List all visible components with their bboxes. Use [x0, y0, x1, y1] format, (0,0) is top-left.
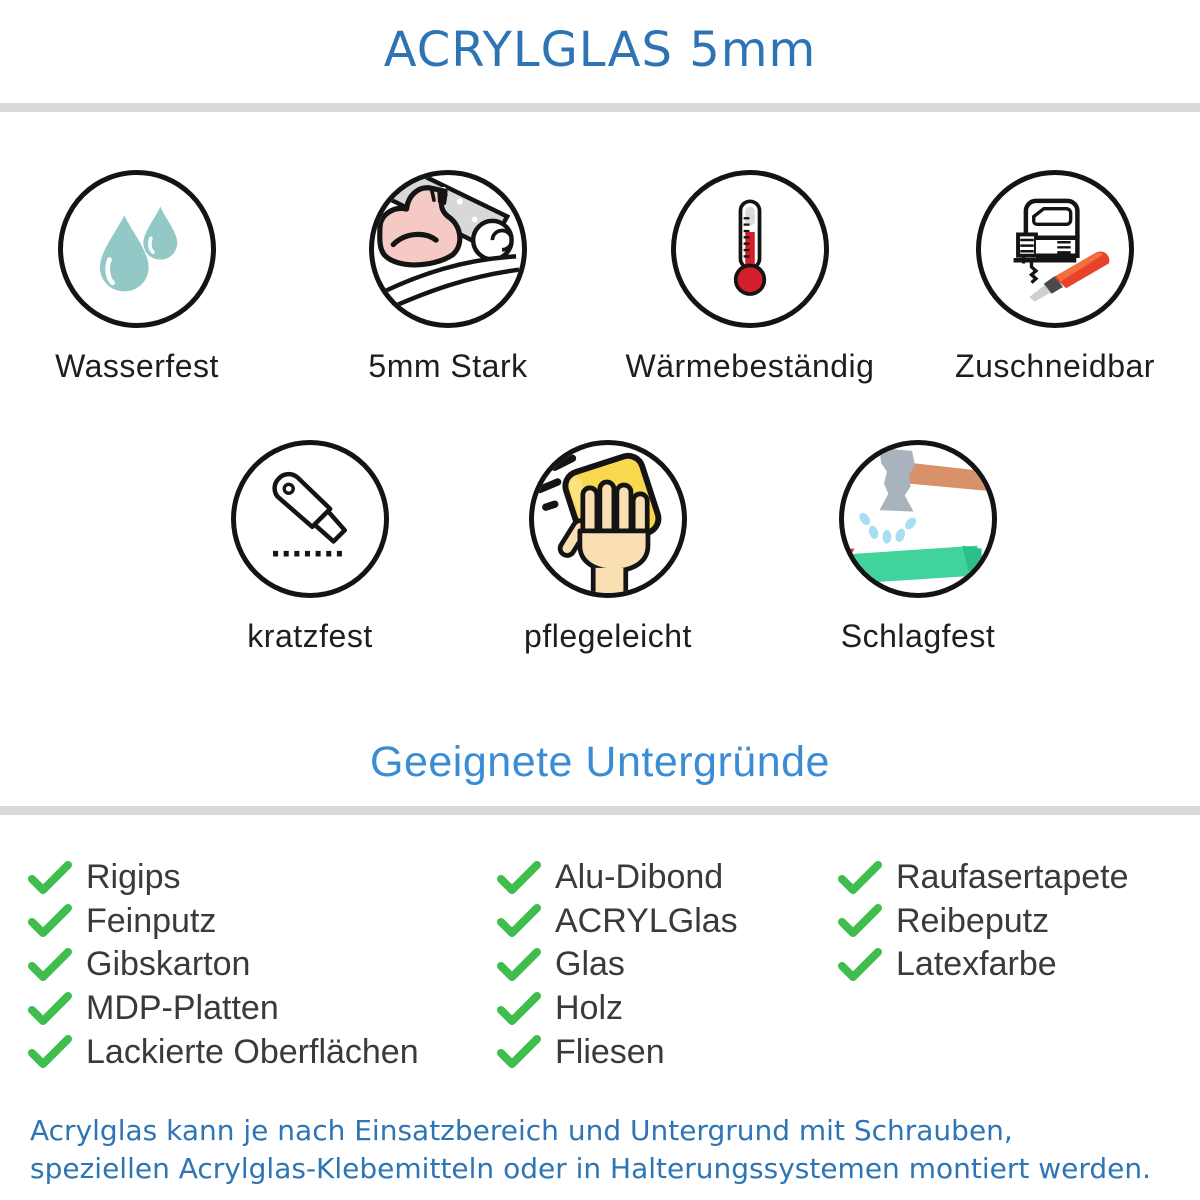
mounting-note — [30, 1112, 1180, 1188]
check-icon — [28, 992, 72, 1026]
hammer-impact-icon — [839, 440, 997, 598]
substrates-column-1 — [28, 856, 498, 1074]
feature-zuschneidbar — [925, 170, 1185, 385]
check-icon — [838, 948, 882, 982]
list-item — [497, 900, 837, 944]
feature-schlagfest — [788, 440, 1048, 655]
substrate-label: Holz — [555, 989, 624, 1028]
feature-wasserfest — [7, 170, 267, 385]
check-icon — [28, 948, 72, 982]
substrate-label: Fliesen — [555, 1032, 665, 1071]
substrates-column-2 — [497, 856, 837, 1074]
list-item — [497, 856, 837, 900]
check-icon — [838, 861, 882, 895]
check-icon — [497, 992, 541, 1026]
list-item — [28, 943, 498, 987]
feature-label: 5mm Stark — [368, 348, 528, 384]
substrates-column-3 — [838, 856, 1198, 987]
substrate-label: Gibskarton — [86, 945, 251, 984]
feature-5mm-stark — [318, 170, 578, 385]
feature-waermebestaendig — [620, 170, 880, 385]
divider-middle — [0, 806, 1200, 815]
substrate-label: Glas — [555, 945, 625, 984]
check-icon — [497, 1035, 541, 1069]
substrates-heading: Geeignete Untergründe — [370, 738, 830, 786]
water-drops-icon — [58, 170, 216, 328]
list-item — [838, 943, 1198, 987]
check-icon — [28, 861, 72, 895]
flexed-arm-roll-icon — [369, 170, 527, 328]
feature-label: Wärmebeständig — [625, 348, 875, 384]
thermometer-icon — [671, 170, 829, 328]
check-icon — [497, 948, 541, 982]
list-item — [838, 900, 1198, 944]
jigsaw-cutter-icon — [976, 170, 1134, 328]
cleaning-hand-icon — [529, 440, 687, 598]
substrate-label: ACRYLGlas — [555, 901, 738, 940]
check-icon — [28, 904, 72, 938]
substrate-label: Alu-Dibond — [555, 858, 724, 897]
check-icon — [497, 904, 541, 938]
mounting-note-line2: speziellen Acrylglas-Klebemitteln oder in Halterungssystemen montiert werden. — [30, 1152, 1152, 1185]
feature-kratzfest — [180, 440, 440, 655]
substrate-label: Lackierte Oberflächen — [86, 1032, 419, 1071]
mounting-note-line1: Acrylglas kann je nach Einsatzbereich und Untergrund mit Schrauben, — [30, 1114, 1013, 1147]
list-item — [497, 1030, 837, 1074]
list-item — [28, 1030, 498, 1074]
list-item — [497, 943, 837, 987]
list-item — [28, 900, 498, 944]
list-item — [497, 987, 837, 1031]
list-item — [28, 856, 498, 900]
feature-label: Schlagfest — [840, 618, 996, 654]
substrate-label: Feinputz — [86, 901, 217, 940]
utility-knife-icon — [231, 440, 389, 598]
feature-pflegeleicht — [478, 440, 738, 655]
feature-label: kratzfest — [247, 618, 373, 654]
feature-label: pflegeleicht — [524, 618, 692, 654]
page-title: ACRYLGLAS 5mm — [383, 22, 817, 78]
substrate-label: Reibeputz — [896, 901, 1050, 940]
check-icon — [497, 861, 541, 895]
list-item — [28, 987, 498, 1031]
check-icon — [28, 1035, 72, 1069]
list-item — [838, 856, 1198, 900]
divider-top — [0, 103, 1200, 112]
substrate-label: Latexfarbe — [896, 945, 1057, 984]
feature-label: Zuschneidbar — [955, 348, 1155, 384]
substrate-label: MDP-Platten — [86, 989, 279, 1028]
feature-label: Wasserfest — [55, 348, 219, 384]
substrate-label: Raufasertapete — [896, 858, 1129, 897]
check-icon — [838, 904, 882, 938]
substrate-label: Rigips — [86, 858, 181, 897]
